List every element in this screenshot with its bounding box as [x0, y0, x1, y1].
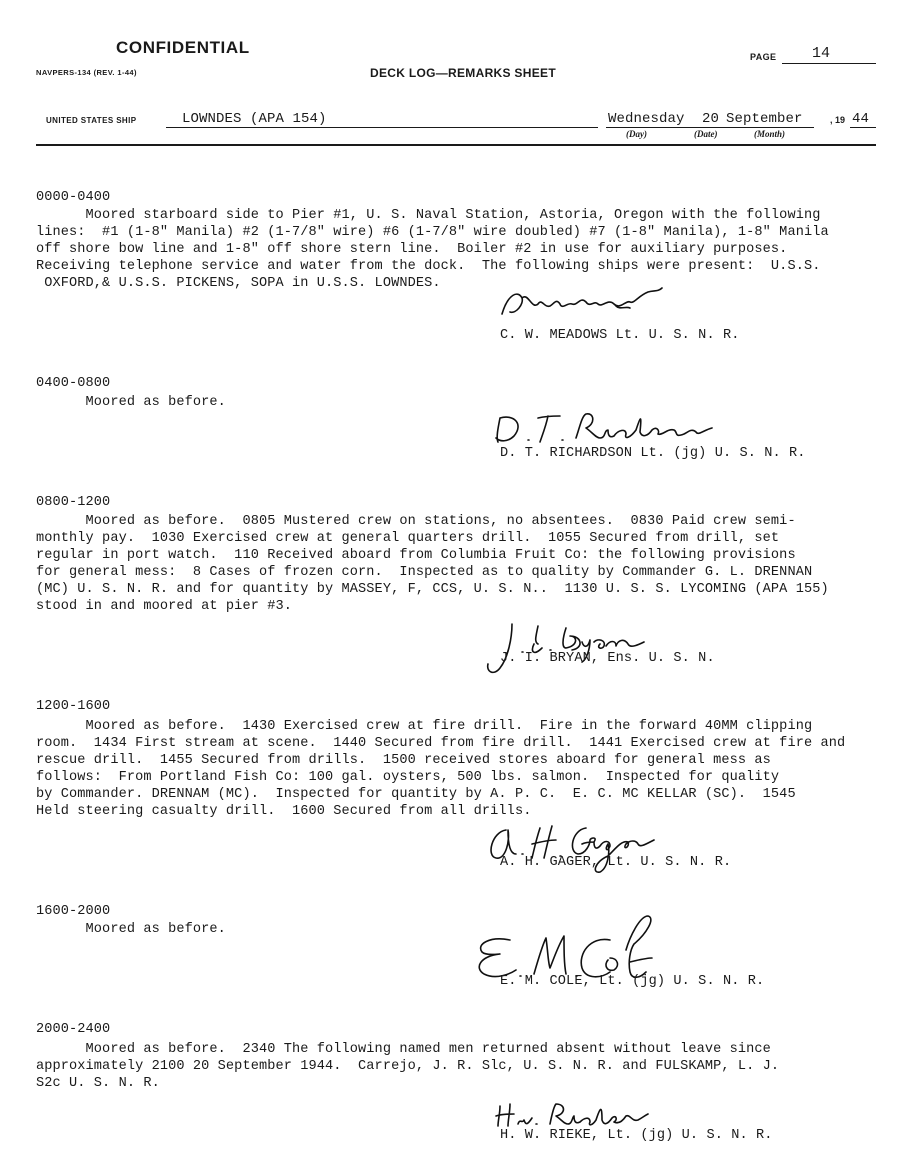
remark-line: lines: #1 (1-8" Manila) #2 (1-7/8" wire) #6 (1-7/8" wire doubled) #7 (1-8" Manila), 1-8" Manila [36, 225, 829, 240]
month-value: September [726, 111, 803, 127]
officer-signature-name: J. I. BRYAN, Ens. U. S. N. [500, 651, 715, 666]
remark-line: for general mess: 8 Cases of frozen corn. Inspected as to quality by Commander G. L. DRENNAN [36, 565, 813, 580]
remark-line: monthly pay. 1030 Exercised crew at general quarters drill. 1055 Secured from drill, set [36, 531, 780, 546]
remark-line: Moored as before. 0805 Mustered crew on stations, no absentees. 0830 Paid crew semi- [36, 514, 796, 529]
remark-line: room. 1434 First stream at scene. 1440 Secured from fire drill. 1441 Exercised crew at fire and [36, 736, 846, 751]
remark-line: Held steering casualty drill. 1600 Secured from all drills. [36, 804, 532, 819]
watch-remarks [36, 921, 876, 938]
watch-remarks [36, 718, 876, 820]
year-suffix: 44 [852, 111, 870, 127]
watch-period: 0400-0800 [36, 376, 111, 391]
page-number: 14 [812, 45, 831, 62]
year-prefix: , 19 [830, 115, 846, 125]
officer-signature-name: H. W. RIEKE, Lt. (jg) U. S. N. R. [500, 1128, 773, 1143]
officer-signature-name: D. T. RICHARDSON Lt. (jg) U. S. N. R. [500, 446, 806, 461]
remark-line: rescue drill. 1455 Secured from drills. 1500 received stores aboard for general mess as [36, 753, 771, 768]
watch-remarks [36, 1041, 876, 1092]
officer-signature-name: A. H. GAGER, Lt. U. S. N. R. [500, 855, 732, 870]
confidential-heading: CONFIDENTIAL [116, 38, 250, 57]
date-value: 20 [702, 111, 720, 127]
month-caption: (Month) [754, 129, 786, 139]
remark-line: regular in port watch. 110 Received aboard from Columbia Fruit Co: the following provisions [36, 548, 796, 563]
officer-signature-name: C. W. MEADOWS Lt. U. S. N. R. [500, 328, 740, 343]
remark-line: Moored as before. 1430 Exercised crew at fire drill. Fire in the forward 40MM clipping [36, 719, 813, 734]
remark-line: OXFORD,& U.S.S. PICKENS, SOPA in U.S.S. LOWNDES. [36, 276, 441, 291]
remark-line: S2c U. S. N. R. [36, 1076, 160, 1091]
ship-name: LOWNDES (APA 154) [182, 111, 327, 127]
form-number: NAVPERS-134 (REV. 1-44) [36, 68, 137, 77]
watch-period: 0800-1200 [36, 495, 111, 510]
sheet-title: DECK LOG—REMARKS SHEET [370, 66, 556, 80]
remark-line: Moored starboard side to Pier #1, U. S. Naval Station, Astoria, Oregon with the following [36, 208, 821, 223]
page-number-rule [782, 63, 876, 64]
page-label: PAGE [750, 52, 777, 62]
day-value: Wednesday [608, 111, 685, 127]
remark-line: Moored as before. [36, 395, 226, 410]
remark-line: stood in and moored at pier #3. [36, 599, 292, 614]
watch-period: 1200-1600 [36, 699, 111, 714]
ship-label: UNITED STATES SHIP [46, 116, 137, 125]
watch-remarks [36, 394, 876, 411]
remark-line: Receiving telephone service and water from the dock. The following ships were present: U.S.S. [36, 259, 821, 274]
remark-line: (MC) U. S. N. R. and for quantity by MASSEY, F, CCS, U. S. N.. 1130 U. S. S. LYCOMING (APA 155) [36, 582, 829, 597]
watch-period: 1600-2000 [36, 904, 111, 919]
remark-line: Moored as before. [36, 922, 226, 937]
officer-signature-name: E. M. COLE, Lt. (jg) U. S. N. R. [500, 974, 765, 989]
watch-period: 2000-2400 [36, 1022, 111, 1037]
remark-line: off shore bow line and 1-8" off shore stern line. Boiler #2 in use for auxiliary purposes. [36, 242, 788, 257]
remark-line: approximately 2100 20 September 1944. Carrejo, J. R. Slc, U. S. N. R. and FULSKAMP, L. J. [36, 1059, 780, 1074]
watch-remarks [36, 207, 876, 292]
remark-line: follows: From Portland Fish Co: 100 gal. oysters, 500 lbs. salmon. Inspected for quality [36, 770, 780, 785]
date-caption: (Date) [694, 129, 718, 139]
remark-line: by Commander. DRENNAM (MC). Inspected for quantity by A. P. C. E. C. MC KELLAR (SC). 1545 [36, 787, 796, 802]
remark-line: Moored as before. 2340 The following named men returned absent without leave since [36, 1042, 771, 1057]
day-caption: (Day) [626, 129, 647, 139]
watch-remarks [36, 513, 876, 615]
watch-period: 0000-0400 [36, 190, 111, 205]
header-divider [36, 144, 876, 146]
handwritten-signature [498, 284, 668, 329]
